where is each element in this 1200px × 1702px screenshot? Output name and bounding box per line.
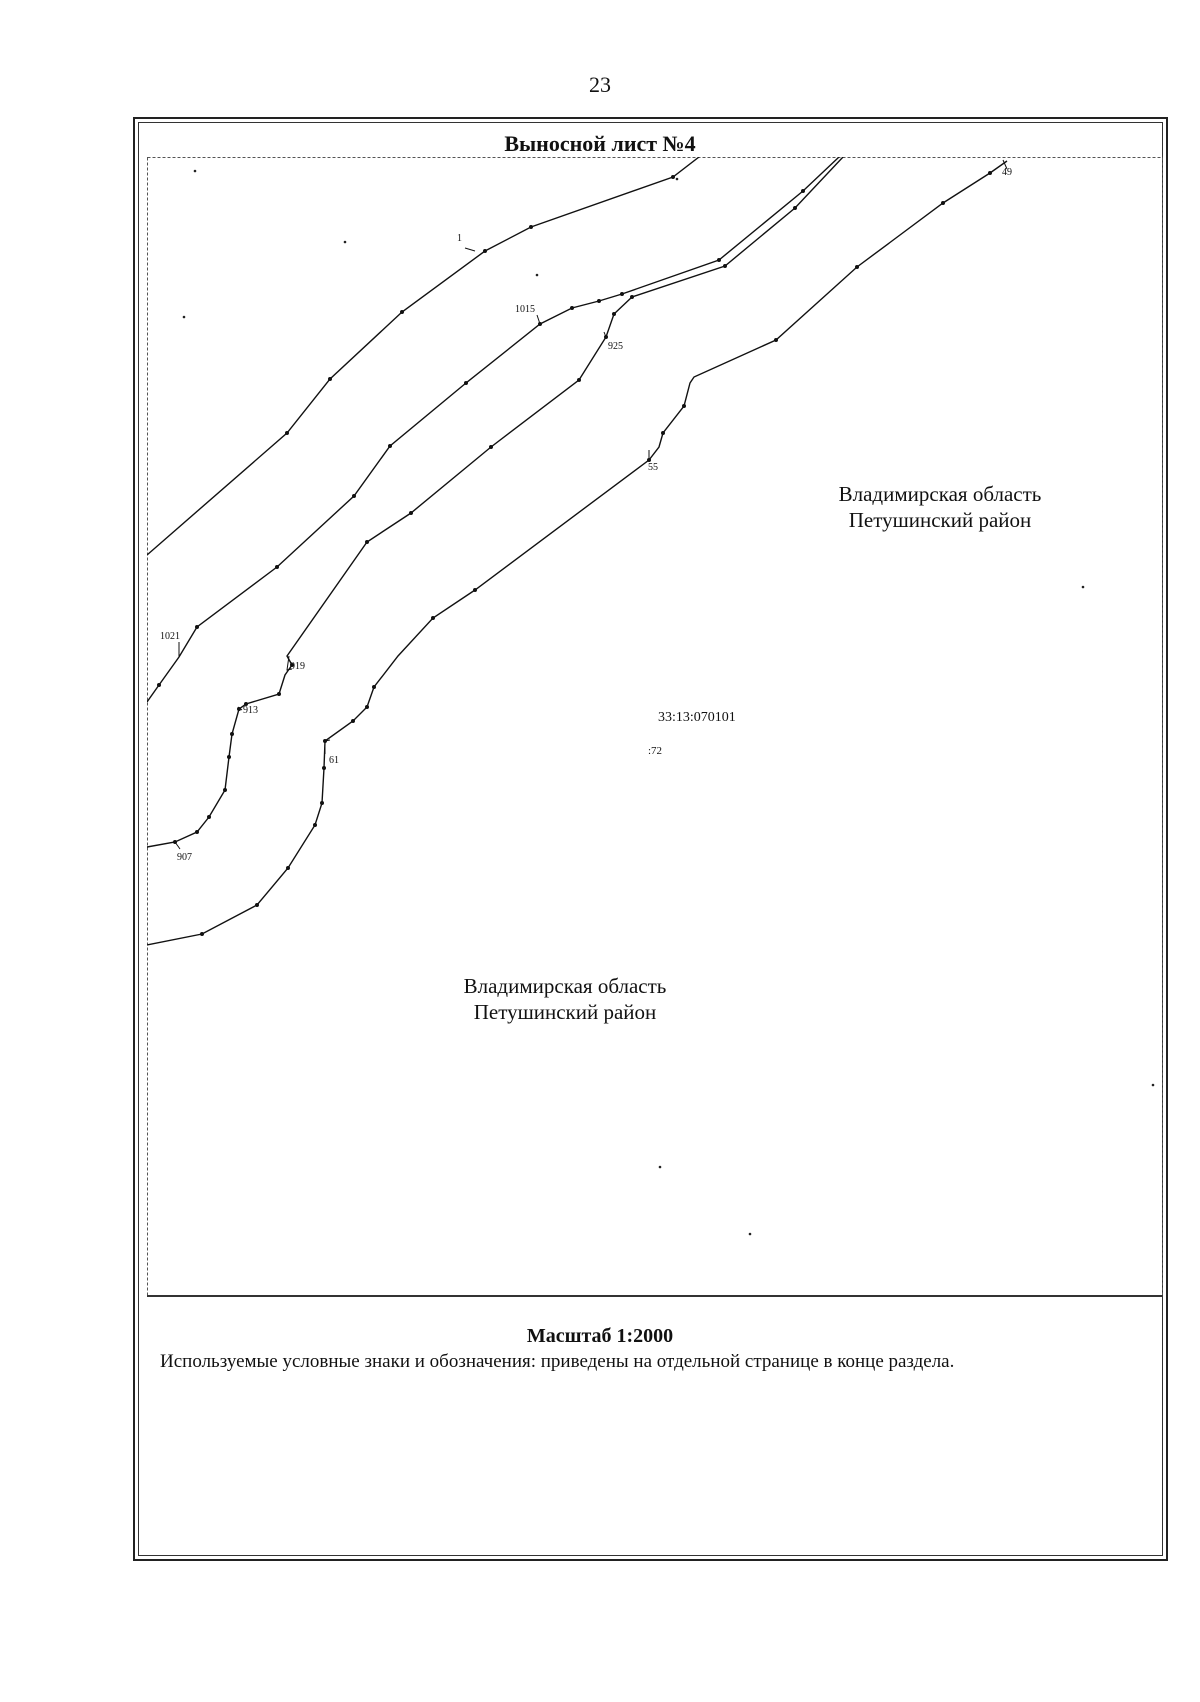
boundary-line-third [147,157,843,847]
boundary-line-inner [147,161,1007,945]
district-name: Петушинский район [473,1000,657,1024]
district-name: Петушинский район [848,508,1032,532]
map-scale: Масштаб 1:2000 [526,1325,674,1347]
page-number: 23 [589,72,611,97]
cadastral-quarter-label: 33:13:070101 [658,710,736,725]
point-label: 49 [1002,167,1012,178]
region-label-lower [430,973,700,1025]
point-label: 925 [608,341,623,352]
boundary-vertices [157,171,992,936]
parcel-id-label: :72 [648,745,663,757]
boundary-line-outer [147,157,699,555]
sheet-title: Выносной лист №4 [504,131,696,156]
point-label: 907 [177,852,192,863]
map-area [147,157,1163,1297]
map-extent-bottom [147,1295,1163,1297]
legend-note: Используемые условные знаки и обозначения: приведены на отдельной странице в конце раздела. [160,1351,955,1372]
point-label: 913 [243,705,258,716]
region-name: Владимирская область [838,482,1042,506]
survey-dots [183,170,1155,1236]
point-label: 1 [457,233,462,244]
region-label-upper-right [805,481,1075,533]
point-label: 1021 [160,631,180,642]
map-extent-frame [148,158,1163,1297]
boundary-line-second [147,157,839,702]
point-label: 55 [648,462,658,473]
boundary-map [147,157,1163,1297]
point-label: 919 [290,661,305,672]
point-label: 61 [329,755,339,766]
point-label: 1015 [515,304,535,315]
region-name: Владимирская область [463,974,667,998]
